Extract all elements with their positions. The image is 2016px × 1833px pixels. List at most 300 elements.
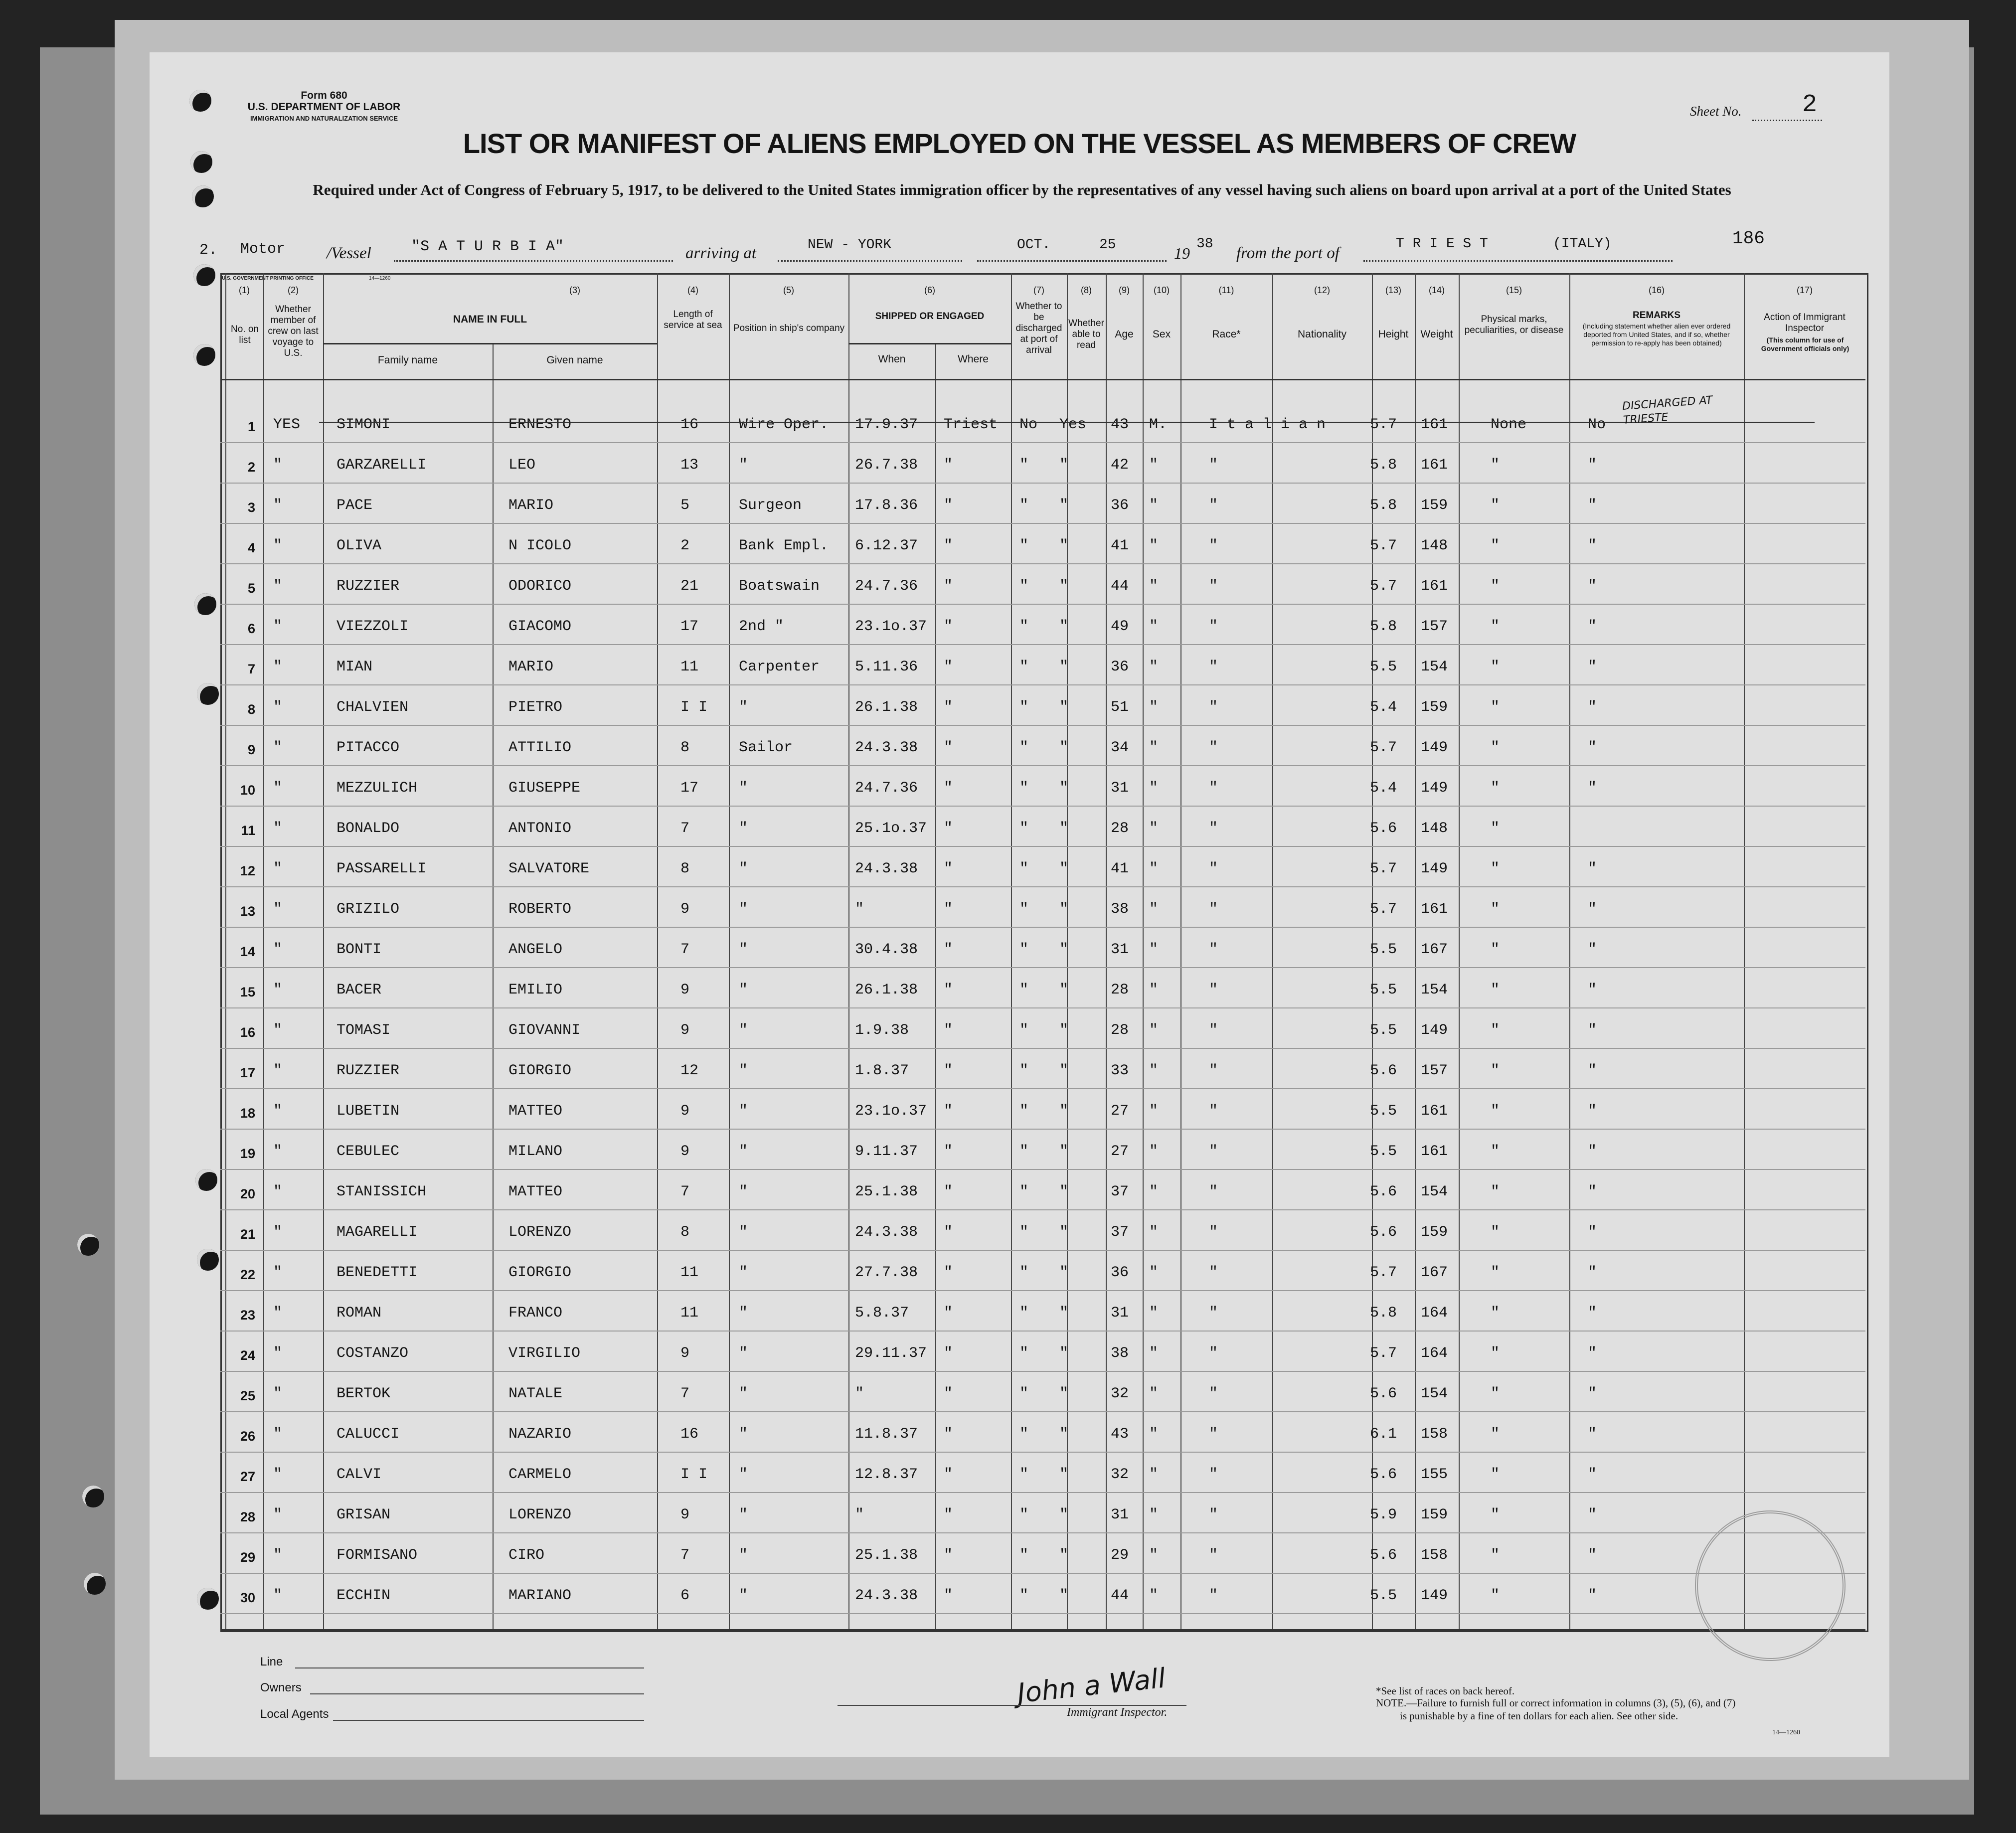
height-cell: 5.8 (1370, 457, 1397, 474)
weight-cell: 154 (1421, 1183, 1448, 1200)
shipped-when-cell: 24.7.36 (855, 780, 918, 797)
height-cell: 5.7 (1370, 578, 1397, 595)
physical-marks-cell: " (1491, 1305, 1500, 1322)
header-marks: Physical marks, peculiarities, or disease (1464, 314, 1564, 335)
row-number: 24 (240, 1348, 255, 1363)
header-remarks-note: (Including statement whether alien ever ordered deported from United States, and if so, whether permission to re-apply has been obtained) (1582, 322, 1731, 347)
position-cell: " (739, 699, 748, 716)
service-name: IMMIGRATION AND NATURALIZATION SERVICE (250, 115, 398, 122)
sheet-line (1752, 120, 1822, 121)
length-of-service-cell: 7 (680, 1183, 690, 1200)
race-cell: " (1209, 1103, 1218, 1120)
remarks-cell: " (1588, 901, 1597, 918)
header-discharged: Whether to be discharged at port of arrival (1015, 301, 1062, 355)
shipped-where-cell: " (944, 659, 953, 675)
discharged-cell: " (1019, 1426, 1029, 1443)
row-number: 7 (247, 662, 255, 676)
shipped-where-cell: " (944, 1305, 953, 1322)
sex-cell: " (1149, 1224, 1159, 1241)
col-border (493, 344, 494, 1629)
position-cell: " (739, 1062, 748, 1079)
form-identifier (224, 90, 424, 124)
remarks-cell: " (1588, 1385, 1597, 1402)
col-border (1272, 273, 1273, 1629)
col-border (729, 273, 730, 1629)
family-name-cell: TOMASI (336, 1022, 391, 1039)
shipped-when-cell: 29.11.37 (855, 1345, 927, 1362)
able-to-read-cell: " (1059, 1587, 1069, 1604)
binder-hole (194, 593, 216, 615)
weight-cell: 149 (1421, 860, 1448, 877)
age-cell: 44 (1111, 578, 1129, 595)
weight-cell: 161 (1421, 901, 1448, 918)
col-border (1744, 273, 1745, 1629)
length-of-service-cell: 11 (680, 659, 699, 675)
family-name-cell: SIMONI (336, 416, 391, 433)
discharged-cell: " (1019, 1143, 1029, 1160)
physical-marks-cell: " (1491, 457, 1500, 474)
shipped-when-cell: 26.7.38 (855, 457, 918, 474)
race-cell: " (1209, 578, 1218, 595)
height-cell: 5.6 (1370, 1224, 1397, 1241)
row-number: 6 (247, 621, 255, 636)
row-rule (220, 967, 1865, 968)
height-cell: 5.5 (1370, 1587, 1397, 1604)
family-name-cell: CHALVIEN (336, 699, 409, 716)
race-cell: " (1209, 739, 1218, 756)
shipped-when-cell: 17.9.37 (855, 416, 918, 433)
sex-cell: " (1149, 982, 1159, 999)
weight-cell: 148 (1421, 537, 1448, 554)
discharged-cell: " (1019, 1345, 1029, 1362)
given-name-cell: N ICOLO (508, 537, 572, 554)
age-cell: 32 (1111, 1385, 1129, 1402)
remarks-cell: " (1588, 537, 1597, 554)
binder-hole (197, 1249, 219, 1271)
shipped-when-cell: " (855, 901, 864, 918)
col-border (1180, 273, 1181, 1629)
column-number: (2) (288, 285, 299, 295)
remarks-cell: " (1588, 1143, 1597, 1160)
age-cell: 38 (1111, 1345, 1129, 1362)
race-cell: " (1209, 1506, 1218, 1523)
family-name-cell: MIAN (336, 659, 373, 675)
row-rule (220, 927, 1865, 928)
age-cell: 41 (1111, 860, 1129, 877)
shipped-where-cell: " (944, 699, 953, 716)
race-cell: " (1209, 1143, 1218, 1160)
given-name-cell: ANTONIO (508, 820, 572, 837)
height-cell: 5.7 (1370, 416, 1397, 433)
shipped-where-cell: " (944, 1466, 953, 1483)
table-bottom (220, 1629, 1865, 1631)
family-name-cell: RUZZIER (336, 578, 400, 595)
column-number: (14) (1428, 285, 1445, 295)
row-number: 17 (240, 1065, 255, 1080)
given-name-cell: MILANO (508, 1143, 563, 1160)
race-cell: " (1209, 497, 1218, 514)
header-shipped: SHIPPED OR ENGAGED (875, 311, 985, 322)
physical-marks-cell: " (1491, 1143, 1500, 1160)
length-of-service-cell: 9 (680, 1506, 690, 1523)
age-cell: 28 (1111, 1022, 1129, 1039)
family-name-cell: BONALDO (336, 820, 400, 837)
given-name-cell: MATTEO (508, 1183, 563, 1200)
length-of-service-cell: 8 (680, 860, 690, 877)
race-cell: " (1209, 1345, 1218, 1362)
family-name-cell: ROMAN (336, 1305, 382, 1322)
length-of-service-cell: 9 (680, 1103, 690, 1120)
discharged-cell: " (1019, 1506, 1029, 1523)
shipped-where-cell: " (944, 1345, 953, 1362)
position-cell: Sailor (739, 739, 793, 756)
position-cell: " (739, 860, 748, 877)
header-position: Position in ship's company (733, 323, 845, 333)
col-border (1143, 273, 1144, 1629)
shipped-where-cell: " (944, 1022, 953, 1039)
crew-table (220, 273, 1868, 1632)
row-number: 4 (247, 540, 255, 555)
height-cell: 5.4 (1370, 780, 1397, 797)
height-cell: 5.5 (1370, 1143, 1397, 1160)
family-name-cell: VIEZZOLI (336, 618, 409, 635)
able-to-read-cell: " (1059, 1183, 1069, 1200)
shipped-where-cell: " (944, 1264, 953, 1281)
given-name-cell: ANGELO (508, 941, 563, 958)
discharged-cell: No (1019, 416, 1038, 433)
position-cell: " (739, 1506, 748, 1523)
physical-marks-cell: " (1491, 497, 1500, 514)
able-to-read-cell: " (1059, 1506, 1069, 1523)
header-family: Family name (377, 354, 438, 366)
column-number: (16) (1648, 285, 1665, 295)
position-cell: " (739, 1305, 748, 1322)
position-cell: " (739, 1143, 748, 1160)
position-cell: " (739, 820, 748, 837)
race-cell: " (1209, 941, 1218, 958)
discharged-cell: " (1019, 901, 1029, 918)
row-rule (220, 1007, 1865, 1008)
shipped-when-cell: 1.9.38 (855, 1022, 909, 1039)
row-number: 16 (240, 1025, 255, 1040)
height-cell: 5.7 (1370, 860, 1397, 877)
physical-marks-cell: " (1491, 1587, 1500, 1604)
given-name-cell: MATTEO (508, 1103, 563, 1120)
row-number: 23 (240, 1308, 255, 1323)
shipped-where-cell: " (944, 1103, 953, 1120)
physical-marks-cell: " (1491, 860, 1500, 877)
header-member: Whether member of crew on last voyage to U.S. (268, 304, 319, 358)
race-cell: " (1209, 699, 1218, 716)
printing-office: U.S. GOVERNMENT PRINTING OFFICE (222, 276, 314, 281)
col-border (1459, 273, 1460, 1629)
position-cell: " (739, 901, 748, 918)
age-cell: 51 (1111, 699, 1129, 716)
given-name-cell: GIUSEPPE (508, 780, 581, 797)
sex-cell: " (1149, 739, 1159, 756)
given-name-cell: FRANCO (508, 1305, 563, 1322)
column-number: (8) (1081, 285, 1092, 295)
age-cell: 31 (1111, 1305, 1129, 1322)
height-cell: 6.1 (1370, 1426, 1397, 1443)
binder-hole (195, 1169, 217, 1191)
member-cell: " (273, 739, 283, 756)
sex-cell: " (1149, 457, 1159, 474)
age-cell: 36 (1111, 659, 1129, 675)
given-name-cell: PIETRO (508, 699, 563, 716)
form-code: 14—1260 (1772, 1729, 1800, 1736)
weight-cell: 159 (1421, 497, 1448, 514)
header-length: Length of service at sea (664, 309, 722, 331)
row-rule (220, 483, 1865, 484)
shipped-where-cell: " (944, 1224, 953, 1241)
shipped-where-cell: " (944, 1183, 953, 1200)
able-to-read-cell: " (1059, 497, 1069, 514)
height-cell: 5.6 (1370, 1062, 1397, 1079)
weight-cell: 154 (1421, 659, 1448, 675)
discharge-note: DISCHARGED AT TRIESTE (1622, 394, 1713, 427)
row-rule (220, 886, 1865, 887)
height-cell: 5.6 (1370, 820, 1397, 837)
vessel-line (394, 260, 673, 262)
age-cell: 37 (1111, 1224, 1129, 1241)
given-name-cell: ODORICO (508, 578, 572, 595)
weight-cell: 149 (1421, 739, 1448, 756)
weight-cell: 159 (1421, 1224, 1448, 1241)
race-cell: " (1209, 901, 1218, 918)
able-to-read-cell: " (1059, 537, 1069, 554)
position-cell: " (739, 1426, 748, 1443)
row-rule (220, 442, 1865, 443)
physical-marks-cell: " (1491, 1426, 1500, 1443)
physical-marks-cell: " (1491, 1345, 1500, 1362)
column-number: (10) (1153, 285, 1170, 295)
row-number: 12 (240, 863, 255, 878)
row-number: 30 (240, 1590, 255, 1605)
weight-cell: 148 (1421, 820, 1448, 837)
row-rule (220, 563, 1865, 564)
sex-cell: " (1149, 941, 1159, 958)
row-number: 10 (240, 783, 255, 798)
position-cell: " (739, 982, 748, 999)
penalty-note-2: is punishable by a fine of ten dollars for each alien. See other side. (1400, 1710, 1679, 1722)
column-number: (7) (1033, 285, 1044, 295)
physical-marks-cell: " (1491, 618, 1500, 635)
date-line (977, 260, 1167, 262)
remarks-cell: " (1588, 1062, 1597, 1079)
given-name-cell: CARMELO (508, 1466, 572, 1483)
row-rule (220, 1129, 1865, 1130)
shipped-where-cell: " (944, 457, 953, 474)
year-suffix: 38 (1196, 236, 1213, 252)
row-number: 19 (240, 1146, 255, 1161)
given-name-cell: LORENZO (508, 1224, 572, 1241)
header-race: Race* (1212, 329, 1241, 340)
owners-field (310, 1693, 644, 1694)
physical-marks-cell: " (1491, 1385, 1500, 1402)
row-number: 14 (240, 944, 255, 959)
able-to-read-cell: " (1059, 659, 1069, 675)
member-cell: " (273, 699, 283, 716)
header-read: Whether able to read (1068, 318, 1104, 350)
member-cell: " (273, 1385, 283, 1402)
able-to-read-cell: " (1059, 618, 1069, 635)
row-rule (220, 1492, 1865, 1493)
sex-cell: " (1149, 1143, 1159, 1160)
age-cell: 36 (1111, 497, 1129, 514)
given-name-cell: EMILIO (508, 982, 563, 999)
length-of-service-cell: 16 (680, 1426, 699, 1443)
row-number: 9 (247, 742, 255, 757)
department: U.S. DEPARTMENT OF LABOR (247, 101, 401, 113)
sex-cell: " (1149, 1103, 1159, 1120)
given-name-cell: GIORGIO (508, 1062, 572, 1079)
shipped-when-cell: 24.3.38 (855, 1224, 918, 1241)
physical-marks-cell: " (1491, 1183, 1500, 1200)
position-cell: " (739, 457, 748, 474)
row-rule (220, 1209, 1865, 1210)
length-of-service-cell: 17 (680, 780, 699, 797)
shipped-where-cell: " (944, 901, 953, 918)
penalty-note: NOTE.—Failure to furnish full or correct information in columns (3), (5), (6), and (7) (1376, 1697, 1736, 1709)
row-number: 8 (247, 702, 255, 717)
column-number: (3) (569, 285, 580, 295)
shipped-where-cell: " (944, 860, 953, 877)
height-cell: 5.5 (1370, 1022, 1397, 1039)
member-cell: " (273, 1587, 283, 1604)
shipped-where-cell: " (944, 1143, 953, 1160)
from-label: from the port of (1236, 244, 1340, 262)
manifest-title: LIST OR MANIFEST OF ALIENS EMPLOYED ON THE VESSEL AS MEMBERS OF CREW (463, 128, 1576, 159)
length-of-service-cell: 17 (680, 618, 699, 635)
member-cell: " (273, 1466, 283, 1483)
header-given: Given name (546, 354, 603, 366)
remarks-cell: " (1588, 659, 1597, 675)
discharged-cell: " (1019, 1466, 1029, 1483)
length-of-service-cell: 6 (680, 1587, 690, 1604)
arrival-day: 25 (1099, 237, 1116, 253)
length-of-service-cell: 21 (680, 578, 699, 595)
age-cell: 38 (1111, 901, 1129, 918)
able-to-read-cell: Yes (1059, 416, 1087, 433)
physical-marks-cell: " (1491, 1264, 1500, 1281)
length-of-service-cell: I I (680, 1466, 708, 1483)
remarks-cell: " (1588, 1183, 1597, 1200)
physical-marks-cell: " (1491, 1062, 1500, 1079)
shipped-where-cell: " (944, 1426, 953, 1443)
arriving-label: arriving at (685, 244, 757, 262)
shipped-where-cell: " (944, 1506, 953, 1523)
physical-marks-cell: " (1491, 1466, 1500, 1483)
age-cell: 33 (1111, 1062, 1129, 1079)
weight-cell: 157 (1421, 618, 1448, 635)
discharged-cell: " (1019, 1305, 1029, 1322)
header-action-note: (This column for use of Government officials only) (1761, 336, 1849, 352)
family-name-cell: MEZZULICH (336, 780, 418, 797)
row-number: 3 (247, 500, 255, 515)
sex-cell: M. (1149, 416, 1168, 433)
remarks-cell: " (1588, 1506, 1597, 1523)
shipped-when-cell: 12.8.37 (855, 1466, 918, 1483)
remarks-cell: " (1588, 1103, 1597, 1120)
column-number: (11) (1218, 285, 1234, 295)
family-name-cell: PACE (336, 497, 373, 514)
remarks-cell: " (1588, 860, 1597, 877)
able-to-read-cell: " (1059, 1062, 1069, 1079)
row-rule (220, 725, 1865, 726)
weight-cell: 149 (1421, 780, 1448, 797)
family-name-cell: LUBETIN (336, 1103, 400, 1120)
discharged-cell: " (1019, 497, 1029, 514)
given-name-cell: CIRO (508, 1547, 545, 1564)
member-cell: " (273, 982, 283, 999)
row-number: 2 (247, 460, 255, 475)
sheet-label: Sheet No. (1690, 104, 1742, 119)
height-cell: 5.4 (1370, 699, 1397, 716)
row-rule (220, 765, 1865, 766)
remarks-cell: " (1588, 1022, 1597, 1039)
height-cell: 5.7 (1370, 901, 1397, 918)
shipped-where-cell: Triest (944, 416, 998, 433)
given-name-cell: GIORGIO (508, 1264, 572, 1281)
family-name-cell: BERTOK (336, 1385, 391, 1402)
sex-cell: " (1149, 1305, 1159, 1322)
weight-cell: 149 (1421, 1022, 1448, 1039)
weight-cell: 167 (1421, 1264, 1448, 1281)
binder-hole (197, 1588, 219, 1610)
position-cell: 2nd " (739, 618, 784, 635)
shipped-when-cell: 24.7.36 (855, 578, 918, 595)
header-sex: Sex (1152, 329, 1171, 340)
row-rule (220, 523, 1865, 524)
shipped-where-cell: " (944, 618, 953, 635)
race-cell: " (1209, 457, 1218, 474)
height-cell: 5.8 (1370, 618, 1397, 635)
row-number: 11 (241, 823, 255, 838)
column-number: (15) (1506, 285, 1522, 295)
race-cell: " (1209, 618, 1218, 635)
shipped-when-cell: 24.3.38 (855, 739, 918, 756)
discharged-cell: " (1019, 982, 1029, 999)
sex-cell: " (1149, 1587, 1159, 1604)
owners-label: Owners (260, 1681, 302, 1694)
position-cell: Surgeon (739, 497, 802, 514)
col-border (323, 273, 324, 1629)
shipped-where-cell: " (944, 578, 953, 595)
from-line (1363, 260, 1673, 262)
row-number: 15 (240, 985, 255, 1000)
discharged-cell: " (1019, 1264, 1029, 1281)
sex-cell: " (1149, 618, 1159, 635)
header-age: Age (1115, 329, 1134, 340)
age-cell: 43 (1111, 416, 1129, 433)
race-cell: " (1209, 1305, 1218, 1322)
physical-marks-cell: None (1491, 416, 1527, 433)
length-of-service-cell: 7 (680, 1547, 690, 1564)
row-rule (220, 846, 1865, 847)
sex-cell: " (1149, 1506, 1159, 1523)
header-height: Height (1378, 329, 1409, 340)
sex-cell: " (1149, 699, 1159, 716)
member-cell: " (273, 1062, 283, 1079)
column-number: (9) (1119, 285, 1130, 295)
sex-cell: " (1149, 1466, 1159, 1483)
physical-marks-cell: " (1491, 537, 1500, 554)
height-cell: 5.5 (1370, 941, 1397, 958)
height-cell: 5.6 (1370, 1466, 1397, 1483)
sex-cell: " (1149, 780, 1159, 797)
row-rule (220, 1331, 1865, 1332)
